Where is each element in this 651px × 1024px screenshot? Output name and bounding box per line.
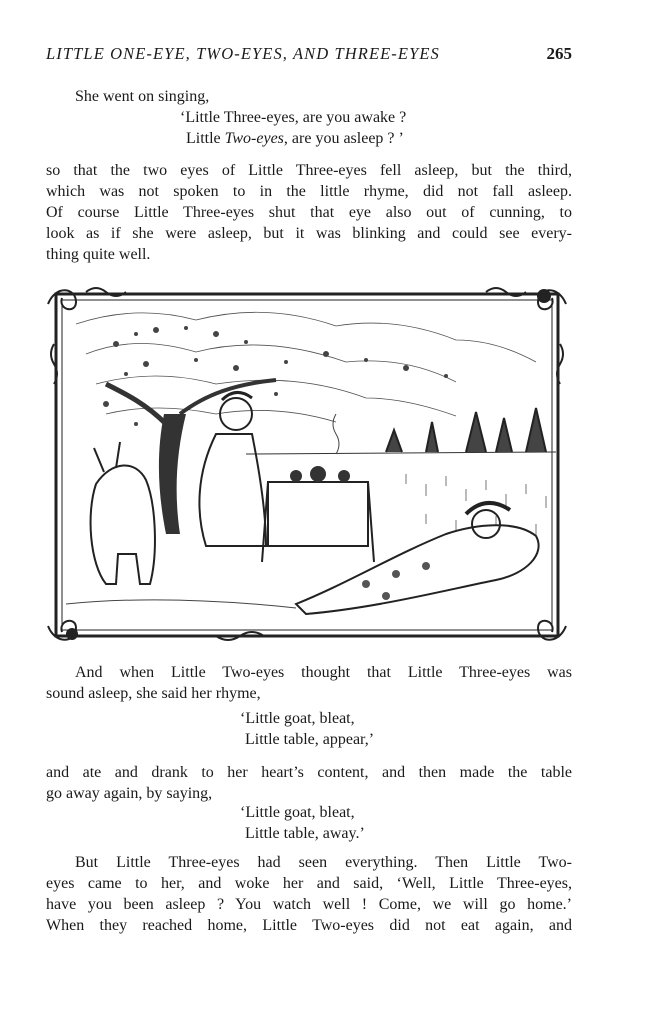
page-number: 265	[546, 44, 572, 63]
text-line: and ate and drank to her heart’s content, and then made the table	[46, 764, 572, 781]
running-title: LITTLE ONE-EYE, TWO-EYES, AND THREE-EYES	[46, 44, 440, 63]
verse-line: Little table, appear,’	[245, 731, 375, 748]
verse-line	[186, 128, 404, 149]
text-line: When they reached home, Little Two-eyes did not eat again, and	[46, 917, 572, 934]
text-line: She went on singing,	[75, 88, 210, 105]
text-line: But Little Three-eyes had seen everything. Then Little Two-	[75, 854, 572, 871]
text-line: go away again, by saying,	[46, 785, 213, 802]
text-line: thing quite well.	[46, 246, 151, 263]
text-line: Of course Little Three-eyes shut that eye also out of cunning, to	[46, 204, 572, 221]
illustration-picnic-under-tree	[46, 284, 568, 646]
text-line: eyes came to her, and woke her and said, ‘Well, Little Three-eyes,	[46, 875, 572, 892]
text-line: which was not spoken to in the little rhyme, did not fall asleep.	[46, 183, 572, 200]
verse-line: ‘Little Three-eyes, are you awake ?	[180, 109, 407, 126]
verse-line: Little table, away.’	[245, 825, 365, 842]
text-line: And when Little Two-eyes thought that Little Three-eyes was	[75, 664, 572, 681]
page-header	[46, 44, 572, 68]
verse-line: ‘Little goat, bleat,	[240, 710, 355, 727]
verse-line: ‘Little goat, bleat,	[240, 804, 355, 821]
illustration-picnic-under-tree-icon	[46, 284, 568, 646]
text-line: so that the two eyes of Little Three-eyes fell asleep, but the third,	[46, 162, 572, 179]
text-line: have you been asleep ? You watch well ! Come, we will go home.’	[46, 896, 572, 913]
verse-text: , are you asleep ? ’	[283, 130, 404, 147]
verse-italic: Two-eyes	[224, 130, 284, 147]
verse-text: Little	[186, 130, 225, 147]
text-line: look as if she were asleep, but it was blinking and could see every-	[46, 225, 572, 242]
text-line: sound asleep, she said her rhyme,	[46, 685, 261, 702]
